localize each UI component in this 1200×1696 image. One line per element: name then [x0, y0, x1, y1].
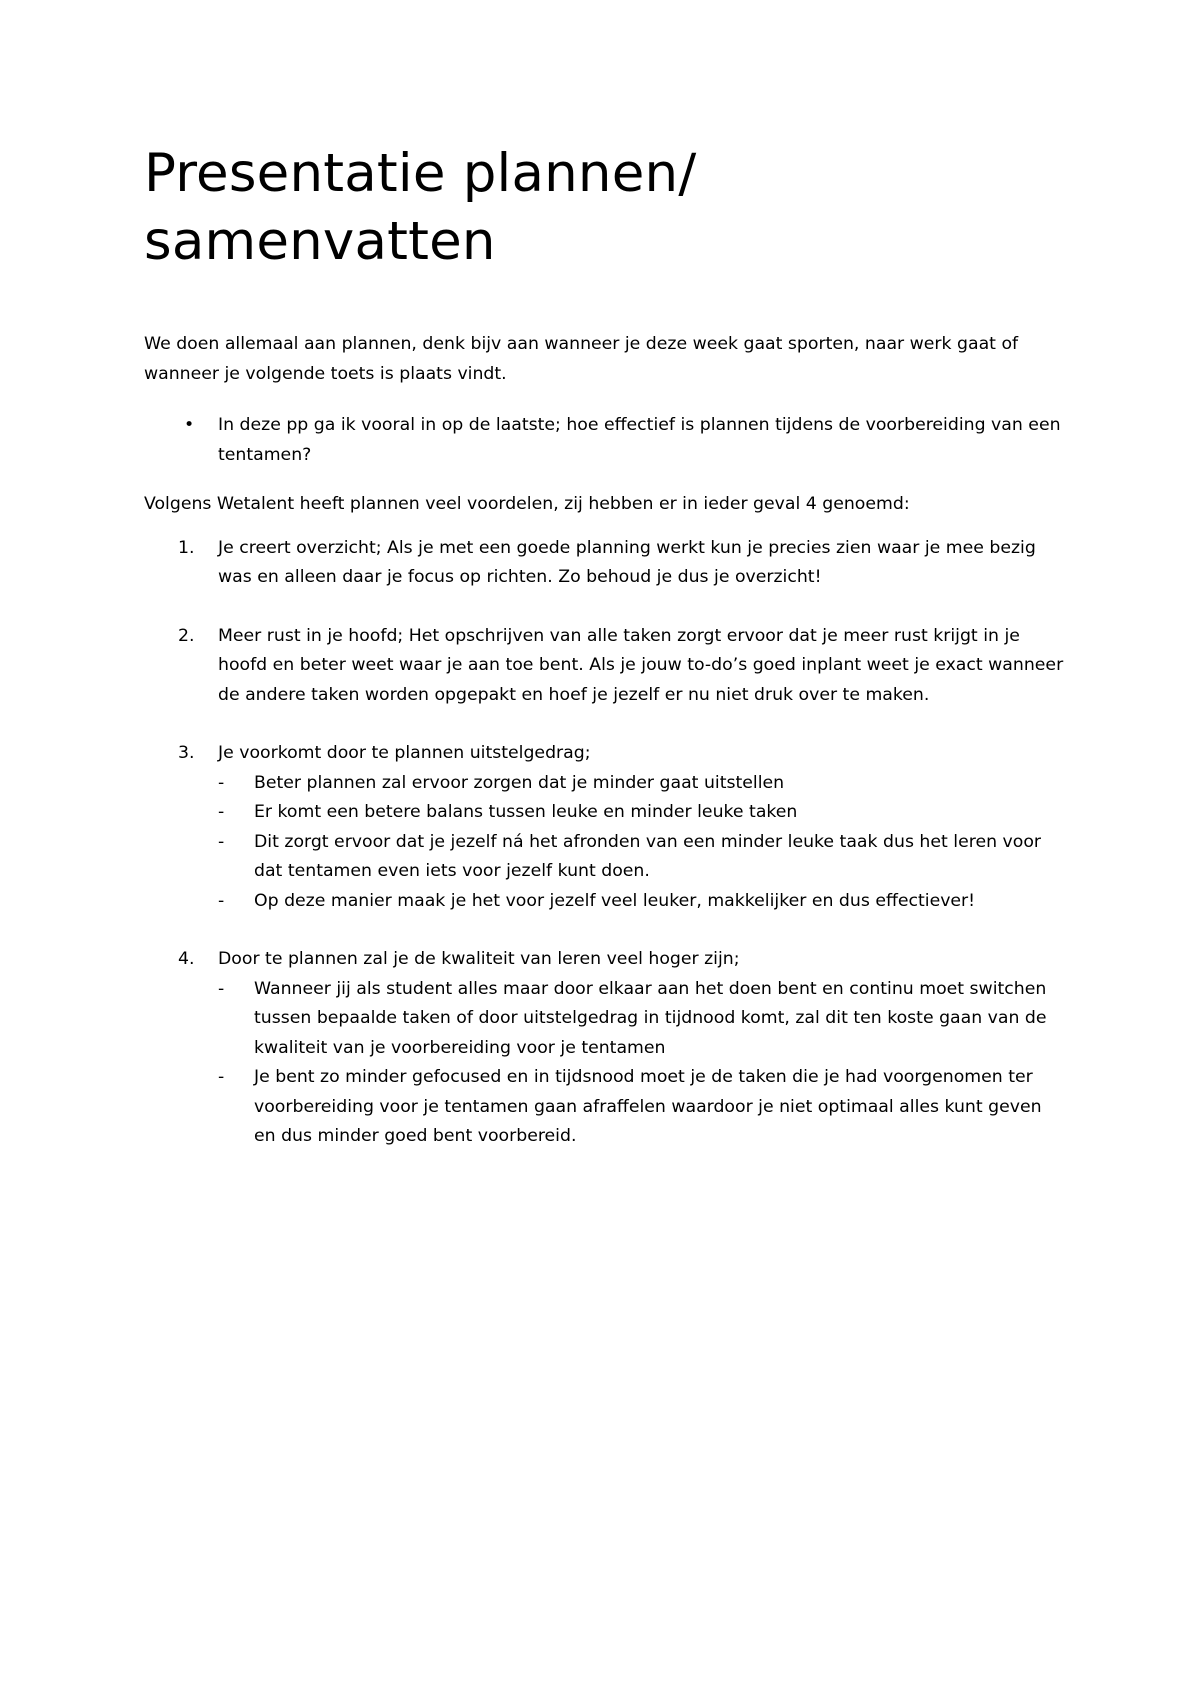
item-text: Je voorkomt door te plannen uitstelgedrag; — [218, 743, 591, 763]
page-title: Presentatie plannen/ samenvatten — [144, 143, 697, 272]
sub-item-text: Op deze manier maak je het voor jezelf veel leuker, makkelijker en dus effectiever! — [254, 890, 976, 911]
item-number: 2. — [178, 625, 195, 646]
sub-item — [144, 887, 1064, 917]
sub-item — [144, 828, 1064, 887]
numbered-item-1 — [144, 534, 1064, 593]
dash-marker: - — [218, 978, 225, 999]
sub-item-text: Beter plannen zal ervoor zorgen dat je minder gaat uitstellen — [254, 772, 785, 793]
sub-item — [144, 769, 1064, 799]
sub-item — [144, 975, 1064, 1064]
sub-item — [144, 1063, 1064, 1152]
sub-item-text: Er komt een betere balans tussen leuke en minder leuke taken — [254, 802, 798, 822]
numbered-item-4 — [144, 945, 1064, 975]
bullet-text: In deze pp ga ik vooral in op de laatste; hoe effectief is plannen tijdens de voorbereiding van een tentamen? — [218, 415, 1061, 465]
item-number: 4. — [178, 949, 195, 969]
sub-item — [144, 798, 1064, 828]
item-number: 3. — [178, 743, 195, 763]
sub-item-text: Dit zorgt ervoor dat je jezelf ná het afronden van een minder leuke taak dus het leren voor dat tentamen even iets voor jezelf kunt doen. — [254, 831, 1042, 881]
dash-marker: - — [218, 802, 225, 822]
sub-item-text: Wanneer jij als student alles maar door elkaar aan het doen bent en continu moet switchen tussen bepaalde taken of door uitstelgedrag in tijdnood komt, zal dit ten koste gaan van de kwaliteit van je voorbereiding voor je tentamen — [254, 978, 1047, 1058]
item-number: 1. — [178, 537, 195, 558]
item-text: Je creert overzicht; Als je met een goede planning werkt kun je precies zien waar je mee bezig was en alleen daar je focus op richten. Zo behoud je dus je overzicht! — [218, 537, 1036, 587]
intro-paragraph: We doen allemaal aan plannen, denk bijv aan wanneer je deze week gaat sporten, naar werk gaat of wanneer je volgende toets is plaats vindt. — [144, 334, 1019, 384]
dash-marker: - — [218, 890, 225, 911]
bullet-item — [144, 411, 1064, 470]
sub-item-text: Je bent zo minder gefocused en in tijdsnood moet je de taken die je had voorgenomen ter voorbereiding voor je tentamen gaan afraffelen waardoor je niet optimaal alles kunt geven en dus minder goed bent voorbereid. — [254, 1067, 1042, 1146]
lead-paragraph: Volgens Wetalent heeft plannen veel voordelen, zij hebben er in ieder geval 4 genoemd: — [144, 494, 910, 514]
document-body — [144, 140, 1064, 1152]
dash-marker: - — [218, 831, 225, 852]
numbered-item-3 — [144, 739, 1064, 769]
numbered-item-2 — [144, 622, 1064, 711]
item-text: Door te plannen zal je de kwaliteit van leren veel hoger zijn; — [218, 949, 740, 969]
dash-marker: - — [218, 772, 225, 793]
item-text: Meer rust in je hoofd; Het opschrijven van alle taken zorgt ervoor dat je meer rust krijgt in je hoofd en beter weet waar je aan toe bent. Als je jouw to-do’s goed inplant weet je exact wanneer de andere taken worden opgepakt en hoef je jezelf er nu niet druk over te maken. — [218, 625, 1064, 705]
bullet-marker: • — [184, 415, 195, 435]
dash-marker: - — [218, 1067, 225, 1087]
